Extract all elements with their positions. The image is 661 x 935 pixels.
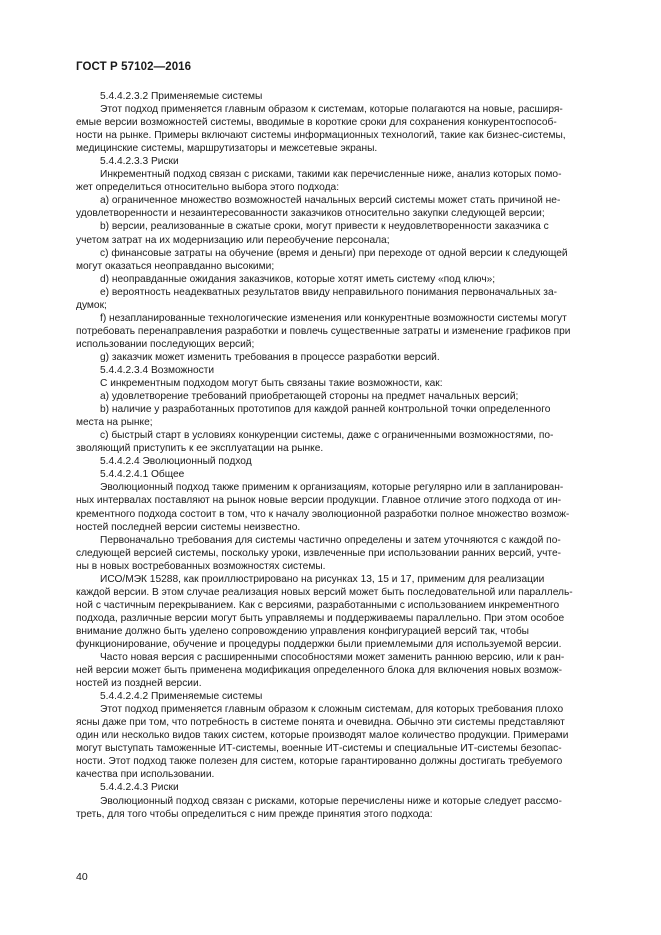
- section-heading: 5.4.4.2.3.2 Применяемые системы: [100, 91, 263, 102]
- list-item: f) незапланированные технологические изменения или конкурентные возможности системы могут потребовать перенаправления разработки и повлечь существенные затраты и изменение графиков при использовании последующих версий;: [76, 312, 571, 350]
- list-item: b) наличие у разработанных прототипов для каждой ранней контрольной точки определенного места на рынке;: [76, 404, 551, 429]
- section-heading: 5.4.4.2.4.2 Применяемые системы: [100, 691, 263, 703]
- list-item: g) заказчик может изменить требования в процессе разработки версий.: [100, 351, 440, 363]
- paragraph: ИСО/МЭК 15288, как проиллюстрировано на рисунках 13, 15 и 17, применим для реализации каждой версии. В этом случае реализация новых версий может быть последовательной или параллель- ной с частичным перекрыванием. Как с версиями, разработанными с использованием инкрементного подхода, различные версии могут быть управляемы и поддерживаемы параллельно. При этом особое внимание должно быть уделено сопровождению управления конфигурацией версий так, чтобы функционирование, обучение и процедуры поддержки были приемлемыми для используемой версии.: [76, 573, 573, 650]
- section-heading: 5.4.4.2.4 Эволюционный подход: [100, 456, 252, 468]
- paragraph: Эволюционный подход связан с рисками, которые перечислены ниже и которые следует рассмо- треть, для того чтобы определиться с ним прежде принятия этого подхода:: [76, 795, 562, 820]
- list-item: e) вероятность неадекватных результатов ввиду неправильного понимания первоначальных за- думок;: [76, 286, 557, 311]
- paragraph: Первоначально требования для системы частично определены и затем уточняются с каждой по- следующей версией системы, поскольку уроки, извлеченные при использовании ранних версий, учте- ны в новых востребованных возможностях системы.: [76, 534, 562, 572]
- list-item: c) финансовые затраты на обучение (время и деньги) при переходе от одной версии к следующей могут оказаться неоправданно высокими;: [76, 247, 568, 272]
- list-item: a) удовлетворение требований приобретающей стороны на предмет начальных версий;: [100, 391, 519, 403]
- page-header: ГОСТ Р 57102—2016: [76, 61, 192, 73]
- list-item: d) неоправданные ожидания заказчиков, которые хотят иметь систему «под ключ»;: [100, 273, 496, 285]
- section-heading: 5.4.4.2.4.1 Общее: [100, 469, 185, 481]
- paragraph: Эволюционный подход также применим к организациям, которые регулярно или в запланирован- ных интервалах поставляют на рынок новые версии продукции. Главное отличие этого подхода от ин- крементного подхода состоит в том, что к началу эволюционной разработки полное множество возмож- ностей последней версии системы неизвестно.: [76, 482, 570, 533]
- list-item: b) версии, реализованные в сжатые сроки, могут привести к неудовлетворенности заказчика с учетом затрат на их модернизацию или переобучение персонала;: [76, 221, 549, 246]
- paragraph: С инкрементным подходом могут быть связаны такие возможности, как:: [100, 378, 443, 390]
- paragraph: Часто новая версия с расширенными способностями может заменить раннюю версию, или к ран- ней версии может быть применена модификация определенного блока для включения новых возмож- ностей из поздней версии.: [76, 652, 565, 690]
- section-heading: 5.4.4.2.3.3 Риски: [100, 156, 179, 168]
- list-item: a) ограниченное множество возможностей начальных версий системы может стать причиной не- удовлетворенности и незаинтересованности заказчиков относительно закупки следующей версии;: [76, 195, 561, 220]
- section-heading: 5.4.4.2.3.4 Возможности: [100, 364, 215, 376]
- document-body: [76, 90, 617, 821]
- page-number: 40: [76, 871, 88, 883]
- list-item: c) быстрый старт в условиях конкуренции системы, даже с ограниченными возможностями, по- зволяющий приступить к ее эксплуатации на рынке.: [76, 430, 554, 455]
- paragraph: Инкрементный подход связан с рисками, такими как перечисленные ниже, анализ которых помо- жет определиться относительно выбора этого подхода:: [76, 169, 562, 194]
- paragraph: Этот подход применяется главным образом к сложным системам, для которых требования плохо ясны даже при том, что потребность в системе понята и очевидна. Обычно эти системы представляют один или несколько видов таких систем, которые производят малое количество продукции. Примерами могут выступать таможенные ИТ-системы, военные ИТ-системы и специальные ИТ-системы безопас- ности. Этот подход также полезен для систем, которые гарантированно должны достигать требуемого качества при использовании.: [76, 704, 569, 781]
- section-heading: 5.4.4.2.4.3 Риски: [100, 782, 179, 794]
- paragraph: Этот подход применяется главным образом к системам, которые полагаются на новые, расширя- емые версии возможностей системы, вводимые в короткие сроки для сохранения конкурентоспособ- ности на рынке. Примеры включают системы информационных технологий, такие как бизнес-системы, медицинские системы, маршрутизаторы и межсетевые экраны.: [76, 104, 566, 155]
